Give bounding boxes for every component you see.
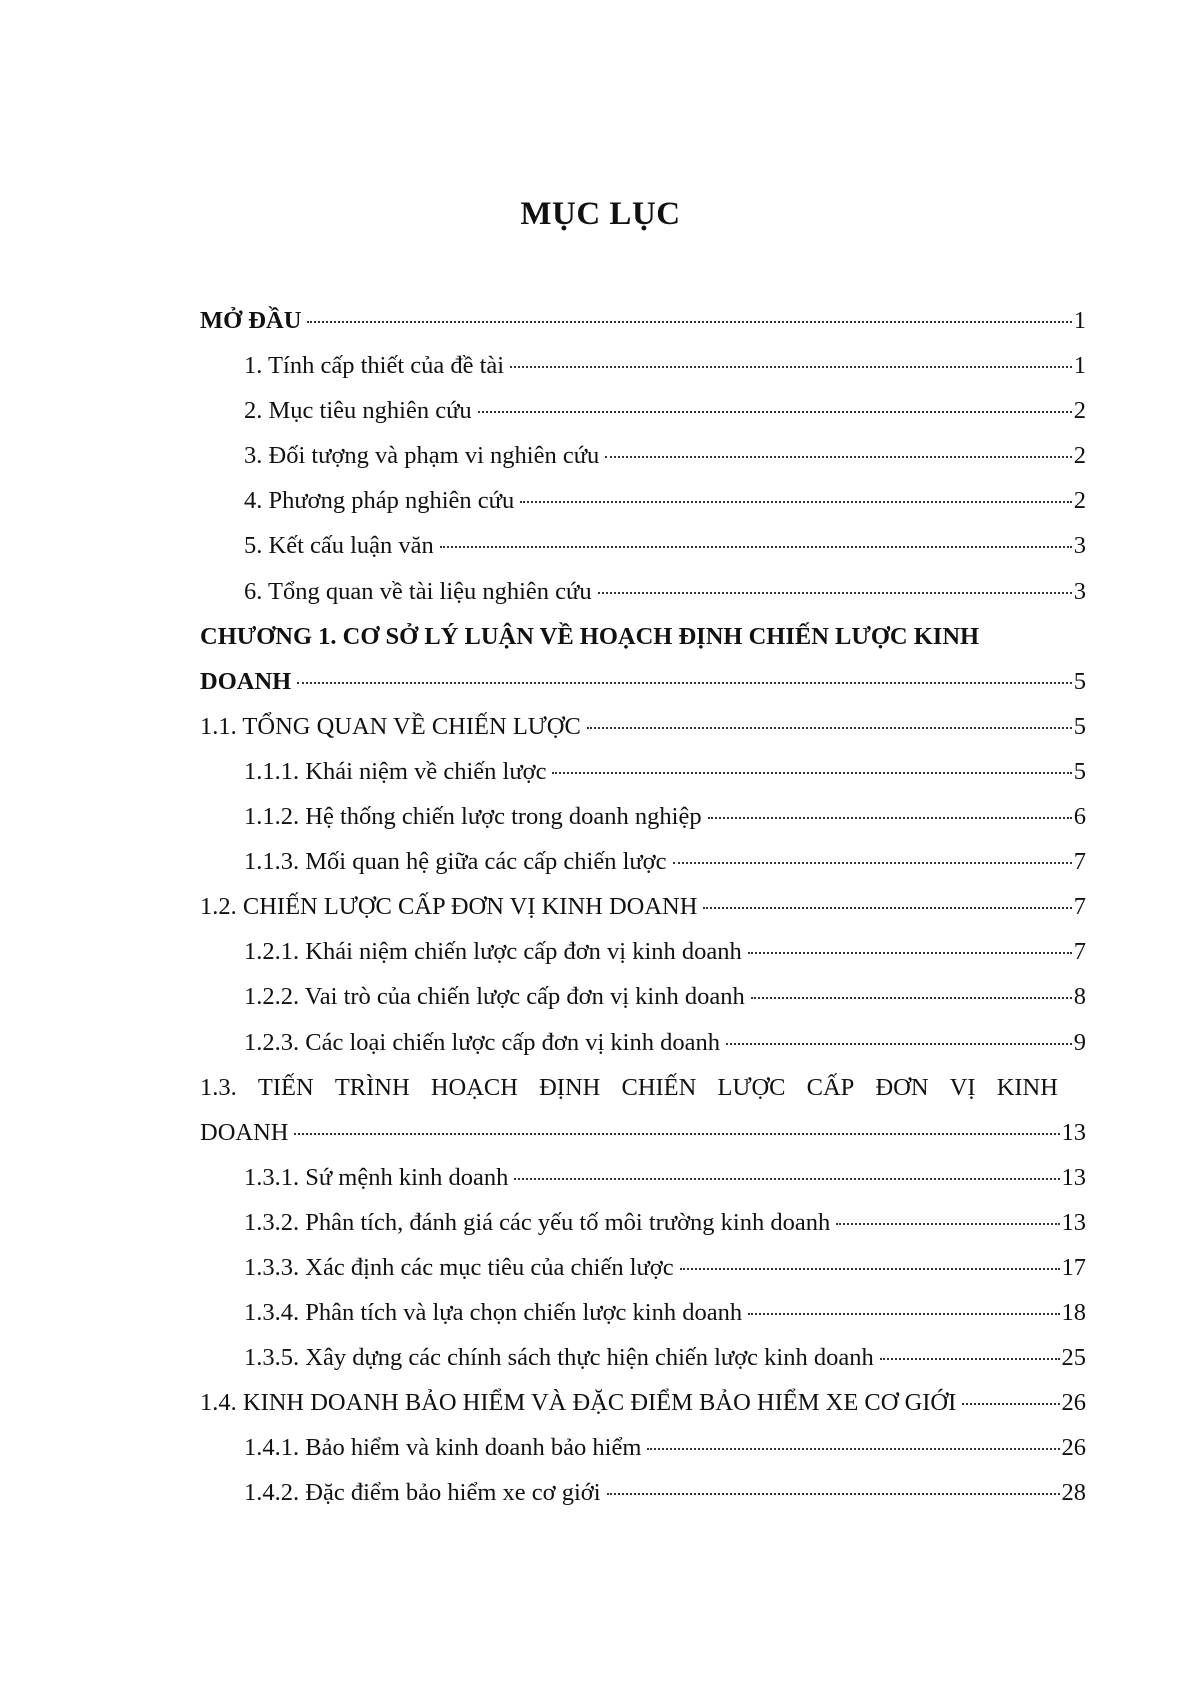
toc-leader-dots <box>726 1043 1072 1045</box>
toc-page-number: 2 <box>1073 397 1086 425</box>
toc-leader-dots <box>520 501 1072 503</box>
toc-word: HOẠCH <box>430 1073 518 1101</box>
toc-page-number: 26 <box>1061 1389 1086 1417</box>
toc-leader-dots <box>748 1313 1059 1315</box>
toc-entry[interactable] <box>200 478 1086 523</box>
toc-page-number: 9 <box>1073 1028 1086 1056</box>
toc-page-number: 18 <box>1061 1299 1086 1327</box>
toc-page-number: 8 <box>1073 983 1086 1011</box>
toc-entry[interactable] <box>200 1245 1086 1290</box>
toc-entry-section-1-3-line1[interactable] <box>200 1065 1086 1110</box>
toc-page-number: 17 <box>1061 1253 1086 1281</box>
toc-entry-section[interactable] <box>200 884 1086 929</box>
toc-page-number: 13 <box>1061 1163 1086 1191</box>
toc-page-number: 3 <box>1073 532 1086 560</box>
toc-entry[interactable] <box>200 749 1086 794</box>
toc-page-number: 13 <box>1061 1208 1086 1236</box>
toc-leader-dots <box>294 1133 1059 1135</box>
toc-entry-section[interactable] <box>200 1380 1086 1425</box>
toc-leader-dots <box>552 772 1071 774</box>
toc-leader-dots <box>751 997 1072 999</box>
toc-leader-dots <box>647 1448 1059 1450</box>
toc-entry[interactable] <box>200 974 1086 1019</box>
toc-entry[interactable] <box>200 343 1086 388</box>
toc-leader-dots <box>880 1358 1060 1360</box>
toc-entry-text: 1.4.1. Bảo hiểm và kinh doanh bảo hiểm <box>244 1434 642 1462</box>
toc-leader-dots <box>598 592 1072 594</box>
toc-page-number: 5 <box>1073 712 1086 740</box>
toc-entry-text: 1.1. TỔNG QUAN VỀ CHIẾN LƯỢC <box>200 712 581 740</box>
toc-word: 1.3. <box>200 1073 237 1101</box>
toc-entry[interactable] <box>200 1470 1086 1515</box>
toc-entry-text: 1.3.1. Sứ mệnh kinh doanh <box>244 1163 509 1191</box>
toc-page-number: 1 <box>1073 352 1086 380</box>
toc-entry-section[interactable] <box>200 704 1086 749</box>
toc-word: TIẾN <box>257 1073 314 1101</box>
toc-leader-dots <box>680 1268 1060 1270</box>
toc-leader-dots <box>836 1223 1059 1225</box>
toc-entry[interactable] <box>200 929 1086 974</box>
toc-entry-text: 1.1.1. Khái niệm về chiến lược <box>244 757 547 785</box>
toc-entry[interactable] <box>200 523 1086 568</box>
toc-entry[interactable] <box>200 1020 1086 1065</box>
toc-word: CHIẾN <box>621 1073 697 1101</box>
toc-entry[interactable] <box>200 433 1086 478</box>
toc-word: TRÌNH <box>334 1073 410 1101</box>
toc-page-number: 25 <box>1061 1344 1086 1372</box>
toc-entry-text: 1.3.3. Xác định các mục tiêu của chiến lược <box>244 1253 674 1281</box>
toc-entry-text: 6. Tổng quan về tài liệu nghiên cứu <box>244 577 592 605</box>
toc-page-number: 7 <box>1073 893 1086 921</box>
toc-page-number: 5 <box>1073 757 1086 785</box>
toc-leader-dots <box>587 727 1072 729</box>
toc-page-number: 28 <box>1061 1479 1086 1507</box>
toc-entry-text: 1.3.4. Phân tích và lựa chọn chiến lược kinh doanh <box>244 1299 743 1327</box>
toc-entry-text: 1.1.2. Hệ thống chiến lược trong doanh nghiệp <box>244 803 702 831</box>
toc-entry-text: 1.4.2. Đặc điểm bảo hiểm xe cơ giới <box>244 1479 601 1507</box>
toc-page-number: 7 <box>1073 938 1086 966</box>
toc-entry-chapter-1-line1[interactable] <box>200 614 1086 659</box>
toc-leader-dots <box>307 321 1071 323</box>
toc-entry-text: 3. Đối tượng và phạm vi nghiên cứu <box>244 442 600 470</box>
toc-word: CẤP <box>806 1073 855 1101</box>
toc-page-number: 3 <box>1073 577 1086 605</box>
toc-entry[interactable] <box>200 1335 1086 1380</box>
toc-entry-text: 1.2. CHIẾN LƯỢC CẤP ĐƠN VỊ KINH DOANH <box>200 893 698 921</box>
toc-entry-text: 1.2.2. Vai trò của chiến lược cấp đơn vị kinh doanh <box>244 983 745 1011</box>
toc-leader-dots <box>297 682 1072 684</box>
toc-entry-text: DOANH <box>200 667 292 695</box>
toc-entry-section-1-3-line2[interactable] <box>200 1110 1086 1155</box>
toc-entry-text: 1.3.2. Phân tích, đánh giá các yếu tố môi trường kinh doanh <box>244 1208 831 1236</box>
toc-leader-dots <box>440 546 1072 548</box>
toc-entry[interactable] <box>200 388 1086 433</box>
toc-entry[interactable] <box>200 1290 1086 1335</box>
toc-page-number: 2 <box>1073 442 1086 470</box>
toc-page-number: 7 <box>1073 848 1086 876</box>
toc-entry-text: 2. Mục tiêu nghiên cứu <box>244 397 472 425</box>
toc-leader-dots <box>478 411 1072 413</box>
toc-entry-text: 1.2.3. Các loại chiến lược cấp đơn vị kinh doanh <box>244 1028 720 1056</box>
toc-entry-chapter-1-line2[interactable] <box>200 659 1086 704</box>
toc-entry-text <box>200 1065 1058 1110</box>
toc-entry-text: 1.2.1. Khái niệm chiến lược cấp đơn vị kinh doanh <box>244 938 742 966</box>
toc-entry-text: 4. Phương pháp nghiên cứu <box>244 487 515 515</box>
toc-leader-dots <box>962 1403 1059 1405</box>
toc-page-number: 26 <box>1061 1434 1086 1462</box>
toc-leader-dots <box>514 1178 1059 1180</box>
table-of-contents <box>200 298 1086 1516</box>
toc-page-number: 13 <box>1061 1118 1086 1146</box>
toc-entry[interactable] <box>200 839 1086 884</box>
toc-leader-dots <box>607 1493 1060 1495</box>
toc-page-number: 1 <box>1073 307 1086 334</box>
toc-entry-text: DOANH <box>200 1118 289 1146</box>
toc-entry-text: 1.3.5. Xây dựng các chính sách thực hiện chiến lược kinh doanh <box>244 1344 874 1372</box>
toc-word: VỊ <box>949 1073 976 1101</box>
toc-page-number: 6 <box>1073 803 1086 831</box>
toc-word: KINH <box>996 1073 1058 1101</box>
toc-leader-dots <box>510 366 1072 368</box>
toc-leader-dots <box>605 456 1072 458</box>
toc-entry-text: 1.1.3. Mối quan hệ giữa các cấp chiến lược <box>244 848 667 876</box>
toc-entry-text: 1.4. KINH DOANH BẢO HIỂM VÀ ĐẶC ĐIỂM BẢO HIỂM XE CƠ GIỚI <box>200 1389 957 1417</box>
toc-leader-dots <box>748 952 1072 954</box>
toc-entry-mo-dau[interactable] <box>200 298 1086 343</box>
toc-entry[interactable] <box>200 1425 1086 1470</box>
toc-page-number: 5 <box>1073 667 1086 695</box>
toc-word: ĐƠN <box>875 1073 929 1101</box>
toc-entry-text: CHƯƠNG 1. CƠ SỞ LÝ LUẬN VỀ HOẠCH ĐỊNH CHIẾN LƯỢC KINH <box>200 622 980 650</box>
toc-entry-text: MỞ ĐẦU <box>200 307 302 334</box>
toc-word: LƯỢC <box>717 1073 786 1101</box>
toc-leader-dots <box>673 862 1072 864</box>
toc-entry-text: 5. Kết cấu luận văn <box>244 532 434 560</box>
toc-entry[interactable] <box>200 1200 1086 1245</box>
toc-entry[interactable] <box>200 569 1086 614</box>
toc-entry[interactable] <box>200 1155 1086 1200</box>
page-title: MỤC LỤC <box>520 196 681 232</box>
toc-page-number: 2 <box>1073 487 1086 515</box>
toc-entry[interactable] <box>200 794 1086 839</box>
toc-entry-text: 1. Tính cấp thiết của đề tài <box>244 352 505 380</box>
toc-word: ĐỊNH <box>539 1073 601 1101</box>
toc-leader-dots <box>708 817 1072 819</box>
toc-leader-dots <box>703 907 1071 909</box>
